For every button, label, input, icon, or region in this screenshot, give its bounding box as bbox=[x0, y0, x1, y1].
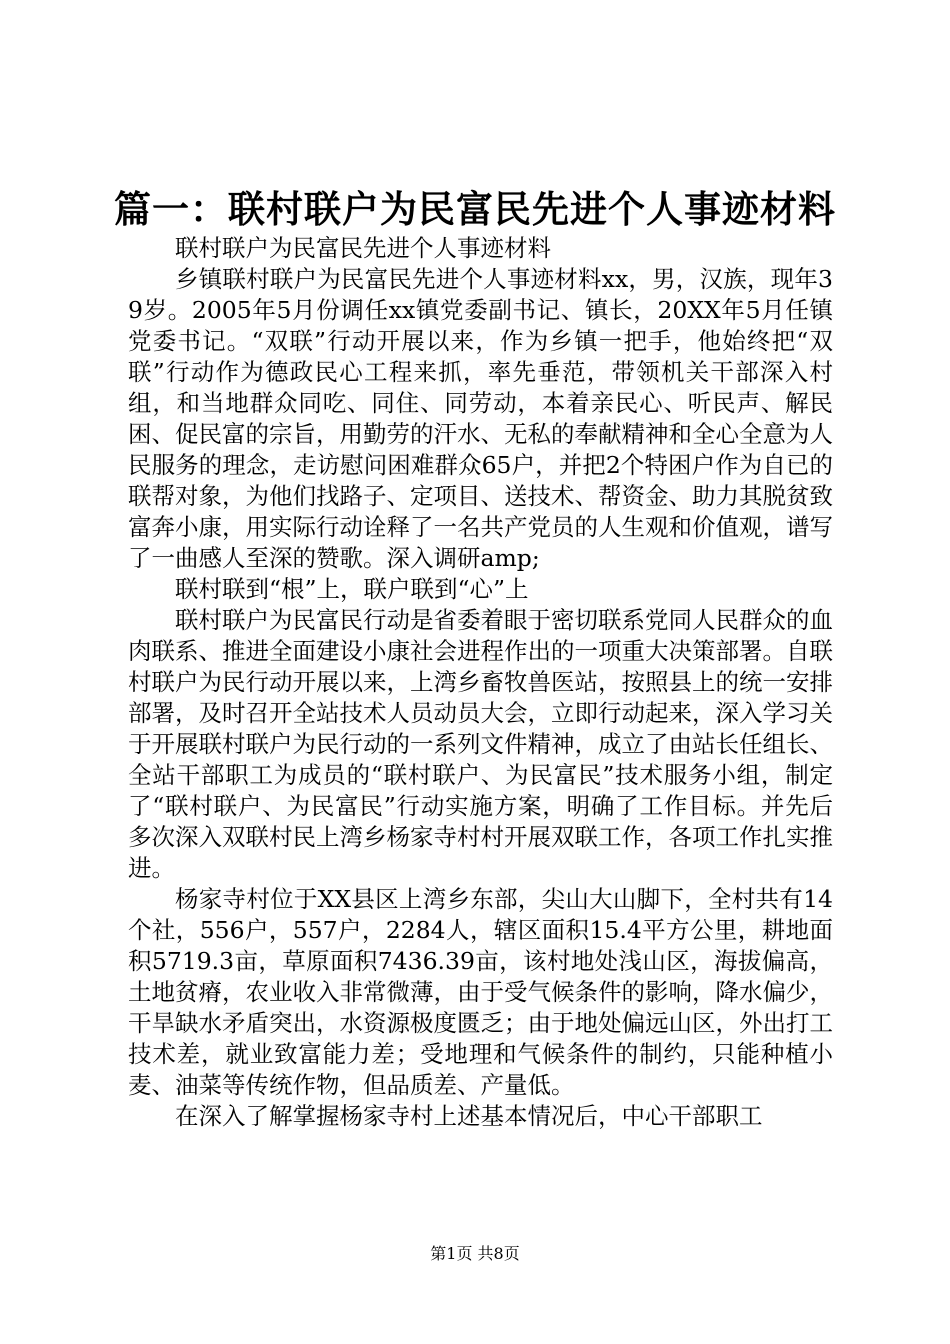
paragraph-subtitle: 联村联户为民富民先进个人事迹材料 bbox=[175, 234, 551, 262]
paragraph-profile: 乡镇联村联户为民富民先进个人事迹材料xx，男，汉族，现年39岁。2005年5月份调任xx镇党委副书记、镇长，20XX年5月任镇党委书记。“双联”行动开展以来，作为乡镇一把手，他始终把“双联”行动作为德政民心工程来抓，率先垂范，带领机关干部深入村组，和当地群众同吃、同住、同劳动，本着亲民心、听民声、解民困、促民富的宗旨，用勤劳的汗水、无私的奉献精神和全心全意为人民服务的理念，走访慰问困难群众65户，并把2个特困户作为自已的联帮对象，为他们找路子、定项目、送技术、帮资金、助力其脱贫致富奔小康，用实际行动诠释了一名共产党员的人生观和价值观，谱写了一曲感人至深的赞歌。深入调研amp; bbox=[128, 265, 833, 572]
document-title: 篇一：联村联户为民富民先进个人事迹材料 bbox=[114, 187, 836, 231]
paragraph-initiative: 联村联户为民富民行动是省委着眼于密切联系党同人民群众的血肉联系、推进全面建设小康社会进程作出的一项重大决策部署。自联村联户为民行动开展以来，上湾乡畜牧兽医站，按照县上的统一安排部署，及时召开全站技术人员动员大会，立即行动起来，深入学习关于开展联村联户为民行动的一系列文件精神，成立了由站长任组长、全站干部职工为成员的“联村联户、为民富民”技术服务小组，制定了“联村联户、为民富民”行动实施方案，明确了工作目标。并先后多次深入双联村民上湾乡杨家寺村村开展双联工作，各项工作扎实推进。 bbox=[128, 606, 833, 882]
paragraph-continuation: 在深入了解掌握杨家寺村上述基本情况后，中心干部职工 bbox=[175, 1102, 763, 1130]
paragraph-village-overview: 杨家寺村位于XX县区上湾乡东部，尖山大山脚下，全村共有14个社，556户，557户，2284人，辖区面积15.4平方公里，耕地面积5719.3亩，草原面积7436.39亩，该村地处浅山区，海拔偏高，土地贫瘠，农业收入非常微薄，由于受气候条件的影响，降水偏少，干旱缺水矛盾突出，水资源极度匮乏；由于地处偏远山区，外出打工技术差，就业致富能力差；受地理和气候条件的制约，只能种植小麦、油菜等传统作物，但品质差、产量低。 bbox=[128, 885, 833, 1099]
paragraph-section-heading: 联村联到“根”上，联户联到“心”上 bbox=[175, 575, 529, 603]
page-number-footer: 第1页 共8页 bbox=[430, 1244, 520, 1263]
document-body bbox=[128, 233, 833, 1132]
